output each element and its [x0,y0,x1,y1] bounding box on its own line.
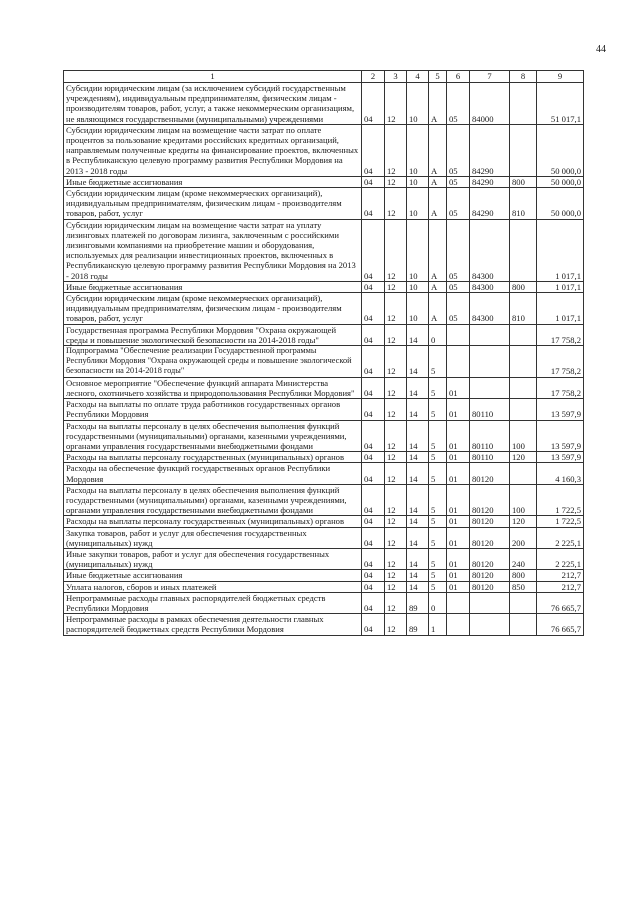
row-code-c7 [470,346,510,378]
row-code-c4: 10 [407,188,429,220]
row-amount: 17 758,2 [537,324,584,345]
table-row [64,124,584,176]
row-code-c8: 810 [510,293,537,325]
row-code-c6: 05 [447,176,470,187]
row-amount: 212,7 [537,581,584,592]
row-code-c6: 05 [447,219,470,281]
row-code-c2: 04 [362,324,385,345]
row-code-c2: 04 [362,581,385,592]
row-code-c3: 12 [385,281,407,292]
table-row [64,176,584,187]
row-code-c2: 04 [362,484,385,516]
row-code-c8: 200 [510,527,537,548]
row-description: Уплата налогов, сборов и иных платежей [64,581,362,592]
row-code-c3: 12 [385,614,407,635]
table-row [64,420,584,452]
row-code-c7 [470,377,510,398]
row-description: Основное мероприятие "Обеспечение функций аппарата Министерства лесного, охотничьего хозяйства и природопользования Республики Мордовия" [64,377,362,398]
row-amount: 1 722,5 [537,516,584,527]
row-code-c6: 05 [447,293,470,325]
row-code-c2: 04 [362,188,385,220]
row-amount: 13 597,9 [537,420,584,452]
table-row [64,377,584,398]
row-code-c3: 12 [385,581,407,592]
row-code-c7: 84290 [470,124,510,176]
row-code-c7: 80120 [470,516,510,527]
row-code-c7: 80120 [470,570,510,581]
row-code-c8 [510,614,537,635]
table-row [64,293,584,325]
row-description: Расходы на выплаты персоналу государственных (муниципальных) органов [64,516,362,527]
row-code-c3: 12 [385,176,407,187]
row-code-c5: 5 [429,548,447,569]
row-description: Субсидии юридическим лицам (кроме некоммерческих организаций), индивидуальным предпринимателям, физическим лицам - производителям товаров, работ, услуг [64,293,362,325]
row-code-c2: 04 [362,293,385,325]
row-code-c2: 04 [362,527,385,548]
column-header: 9 [537,71,584,83]
row-code-c3: 12 [385,516,407,527]
column-header: 7 [470,71,510,83]
row-code-c2: 04 [362,592,385,613]
row-code-c8 [510,463,537,484]
row-code-c8 [510,377,537,398]
row-code-c2: 04 [362,377,385,398]
row-code-c2: 04 [362,281,385,292]
row-code-c4: 10 [407,83,429,125]
table-row [64,527,584,548]
row-amount: 1 017,1 [537,293,584,325]
row-code-c4: 10 [407,124,429,176]
row-code-c2: 04 [362,83,385,125]
row-code-c3: 12 [385,548,407,569]
row-code-c5: А [429,281,447,292]
table-row [64,570,584,581]
row-code-c2: 04 [362,176,385,187]
row-code-c2: 04 [362,548,385,569]
row-description: Расходы на выплаты персоналу в целях обеспечения выполнения функций государственными (муниципальными) органами, казенными учреждениями, органами управления государственными внебюджетными фондами [64,420,362,452]
row-code-c2: 04 [362,452,385,463]
row-code-c4: 89 [407,592,429,613]
row-description: Расходы на обеспечение функций государственных органов Республики Мордовия [64,463,362,484]
row-amount: 13 597,9 [537,399,584,420]
row-code-c4: 14 [407,346,429,378]
row-code-c4: 14 [407,420,429,452]
row-code-c3: 12 [385,293,407,325]
row-code-c7: 84290 [470,188,510,220]
row-code-c4: 14 [407,570,429,581]
row-code-c3: 12 [385,399,407,420]
row-code-c7: 80120 [470,463,510,484]
row-code-c6 [447,346,470,378]
row-code-c7 [470,614,510,635]
row-code-c6: 01 [447,484,470,516]
row-code-c6: 05 [447,188,470,220]
row-description: Расходы на выплаты персоналу в целях обеспечения выполнения функций государственными (муниципальными) органами, казенными учреждениями, органами управления государственными внебюджетными фондами [64,484,362,516]
row-code-c2: 04 [362,420,385,452]
row-description: Субсидии юридическим лицам на возмещение части затрат на уплату лизинговых платежей по договорам лизинга, заключенным с российскими лизинговыми компаниями на приобретение машин и оборудования, используемых для реализации инвестиционных проектов, включенных в Республиканскую целевую программу развития Республики Мордовия на 2013 - 2018 годы [64,219,362,281]
row-code-c3: 12 [385,124,407,176]
row-code-c5: А [429,219,447,281]
row-code-c8 [510,83,537,125]
row-code-c4: 89 [407,614,429,635]
row-code-c3: 12 [385,527,407,548]
row-code-c3: 12 [385,420,407,452]
row-code-c6: 01 [447,420,470,452]
row-code-c8 [510,219,537,281]
row-code-c3: 12 [385,570,407,581]
row-code-c6: 01 [447,581,470,592]
row-code-c8: 100 [510,484,537,516]
row-description: Непрограммные расходы в рамках обеспечения деятельности главных распорядителей бюджетных средств Республики Мордовия [64,614,362,635]
row-description: Подпрограмма "Обеспечение реализации Государственной программы Республики Мордовия "Охрана окружающей среды и повышение экологической безопасности на 2014-2018 годы" [64,346,362,378]
row-code-c2: 04 [362,570,385,581]
row-code-c7 [470,592,510,613]
row-amount: 51 017,1 [537,83,584,125]
row-amount: 50 000,0 [537,176,584,187]
row-code-c3: 12 [385,324,407,345]
row-code-c5: 0 [429,324,447,345]
row-code-c3: 12 [385,463,407,484]
row-code-c5: 5 [429,452,447,463]
row-code-c3: 12 [385,83,407,125]
row-code-c5: 5 [429,420,447,452]
row-code-c6: 01 [447,548,470,569]
budget-table [63,70,584,636]
row-code-c4: 14 [407,581,429,592]
row-code-c4: 10 [407,293,429,325]
row-code-c5: 1 [429,614,447,635]
column-header: 4 [407,71,429,83]
table-row [64,516,584,527]
row-code-c5: А [429,188,447,220]
table-row [64,281,584,292]
row-code-c6: 01 [447,527,470,548]
row-code-c5: 5 [429,527,447,548]
table-row [64,484,584,516]
row-code-c7: 84290 [470,176,510,187]
row-amount: 50 000,0 [537,124,584,176]
row-code-c3: 12 [385,592,407,613]
row-code-c8 [510,399,537,420]
header-row [64,71,584,83]
row-code-c8: 850 [510,581,537,592]
row-code-c8: 120 [510,516,537,527]
table-row [64,324,584,345]
column-header: 5 [429,71,447,83]
row-description: Иные бюджетные ассигнования [64,570,362,581]
row-code-c3: 12 [385,377,407,398]
table-row [64,592,584,613]
row-code-c8: 810 [510,188,537,220]
row-code-c7: 84300 [470,281,510,292]
row-code-c5: А [429,293,447,325]
row-description: Закупка товаров, работ и услуг для обеспечения государственных (муниципальных) нужд [64,527,362,548]
row-amount: 17 758,2 [537,377,584,398]
table-row [64,614,584,635]
row-amount: 1 017,1 [537,281,584,292]
row-code-c5: 5 [429,346,447,378]
row-code-c8 [510,592,537,613]
row-code-c2: 04 [362,399,385,420]
row-code-c5: 5 [429,484,447,516]
row-code-c6 [447,614,470,635]
row-code-c7: 84000 [470,83,510,125]
row-description: Иные бюджетные ассигнования [64,281,362,292]
row-code-c6: 01 [447,452,470,463]
table-row [64,548,584,569]
row-code-c2: 04 [362,463,385,484]
row-code-c6: 01 [447,399,470,420]
row-code-c5: 5 [429,377,447,398]
row-code-c7: 80120 [470,548,510,569]
table-row [64,452,584,463]
row-code-c6: 01 [447,516,470,527]
row-code-c6 [447,324,470,345]
row-amount: 2 225,1 [537,527,584,548]
row-code-c2: 04 [362,516,385,527]
row-amount: 4 160,3 [537,463,584,484]
row-code-c7: 80110 [470,452,510,463]
row-amount: 2 225,1 [537,548,584,569]
row-code-c5: А [429,176,447,187]
table-row [64,83,584,125]
column-header: 2 [362,71,385,83]
table-row [64,581,584,592]
table-row [64,219,584,281]
row-code-c3: 12 [385,484,407,516]
row-code-c4: 14 [407,527,429,548]
row-code-c4: 14 [407,324,429,345]
row-code-c8 [510,324,537,345]
row-amount: 13 597,9 [537,452,584,463]
row-code-c7: 84300 [470,219,510,281]
row-code-c4: 14 [407,516,429,527]
row-code-c7: 80110 [470,399,510,420]
row-code-c8: 240 [510,548,537,569]
row-code-c3: 12 [385,346,407,378]
row-code-c2: 04 [362,346,385,378]
row-code-c6: 05 [447,83,470,125]
row-amount: 76 665,7 [537,592,584,613]
row-code-c6: 05 [447,124,470,176]
column-header: 3 [385,71,407,83]
row-code-c7: 84300 [470,293,510,325]
row-code-c8 [510,124,537,176]
row-amount: 76 665,7 [537,614,584,635]
row-code-c3: 12 [385,188,407,220]
row-description: Непрограммные расходы главных распорядителей бюджетных средств Республики Мордовия [64,592,362,613]
row-code-c4: 10 [407,281,429,292]
page-number: 44 [596,44,606,55]
row-amount: 1 017,1 [537,219,584,281]
row-description: Иные закупки товаров, работ и услуг для обеспечения государственных (муниципальных) нужд [64,548,362,569]
row-code-c3: 12 [385,452,407,463]
column-header: 1 [64,71,362,83]
table-row [64,399,584,420]
row-code-c8: 120 [510,452,537,463]
column-header: 8 [510,71,537,83]
row-code-c8: 800 [510,281,537,292]
row-code-c4: 14 [407,452,429,463]
row-description: Субсидии юридическим лицам (за исключением субсидий государственным учреждениям), индивидуальным предпринимателям, физическим лицам - производителям товаров, работ, услуг, а также некоммерческим организациям, не являющимся государственными (муниципальными) учреждениями [64,83,362,125]
row-code-c5: 5 [429,581,447,592]
row-code-c2: 04 [362,219,385,281]
row-code-c4: 10 [407,176,429,187]
row-code-c4: 14 [407,377,429,398]
row-code-c8: 800 [510,570,537,581]
row-code-c6 [447,592,470,613]
row-code-c5: А [429,83,447,125]
row-code-c2: 04 [362,614,385,635]
row-code-c5: А [429,124,447,176]
row-code-c6: 05 [447,281,470,292]
row-code-c6: 01 [447,570,470,581]
column-header: 6 [447,71,470,83]
row-description: Расходы на выплаты персоналу государственных (муниципальных) органов [64,452,362,463]
table-row [64,463,584,484]
row-code-c4: 14 [407,399,429,420]
row-code-c8: 800 [510,176,537,187]
row-code-c8 [510,346,537,378]
row-code-c5: 5 [429,516,447,527]
row-code-c7: 80120 [470,484,510,516]
row-code-c2: 04 [362,124,385,176]
row-code-c5: 5 [429,570,447,581]
table-row [64,346,584,378]
row-code-c3: 12 [385,219,407,281]
row-amount: 212,7 [537,570,584,581]
row-code-c8: 100 [510,420,537,452]
row-code-c4: 10 [407,219,429,281]
row-code-c5: 5 [429,463,447,484]
row-code-c4: 14 [407,463,429,484]
row-code-c7: 80120 [470,581,510,592]
row-amount: 50 000,0 [537,188,584,220]
row-description: Расходы на выплаты по оплате труда работников государственных органов Республики Мордовия [64,399,362,420]
row-description: Государственная программа Республики Мордовия "Охрана окружающей среды и повышение экологической безопасности на 2014-2018 годы" [64,324,362,345]
row-amount: 1 722,5 [537,484,584,516]
row-description: Субсидии юридическим лицам (кроме некоммерческих организаций), индивидуальным предпринимателям, физическим лицам - производителям товаров, работ, услуг [64,188,362,220]
row-code-c5: 0 [429,592,447,613]
table-row [64,188,584,220]
row-code-c7: 80120 [470,527,510,548]
row-code-c5: 5 [429,399,447,420]
row-code-c7 [470,324,510,345]
row-code-c6: 01 [447,463,470,484]
row-code-c4: 14 [407,548,429,569]
row-amount: 17 758,2 [537,346,584,378]
row-description: Субсидии юридическим лицам на возмещение части затрат по оплате процентов за пользование кредитами российских кредитных организаций, направляемым полученные кредиты на финансирование проектов, включенных в Республиканскую целевую программу развития Республики Мордовия на 2013 - 2018 годы [64,124,362,176]
row-code-c4: 14 [407,484,429,516]
row-description: Иные бюджетные ассигнования [64,176,362,187]
row-code-c6: 01 [447,377,470,398]
row-code-c7: 80110 [470,420,510,452]
